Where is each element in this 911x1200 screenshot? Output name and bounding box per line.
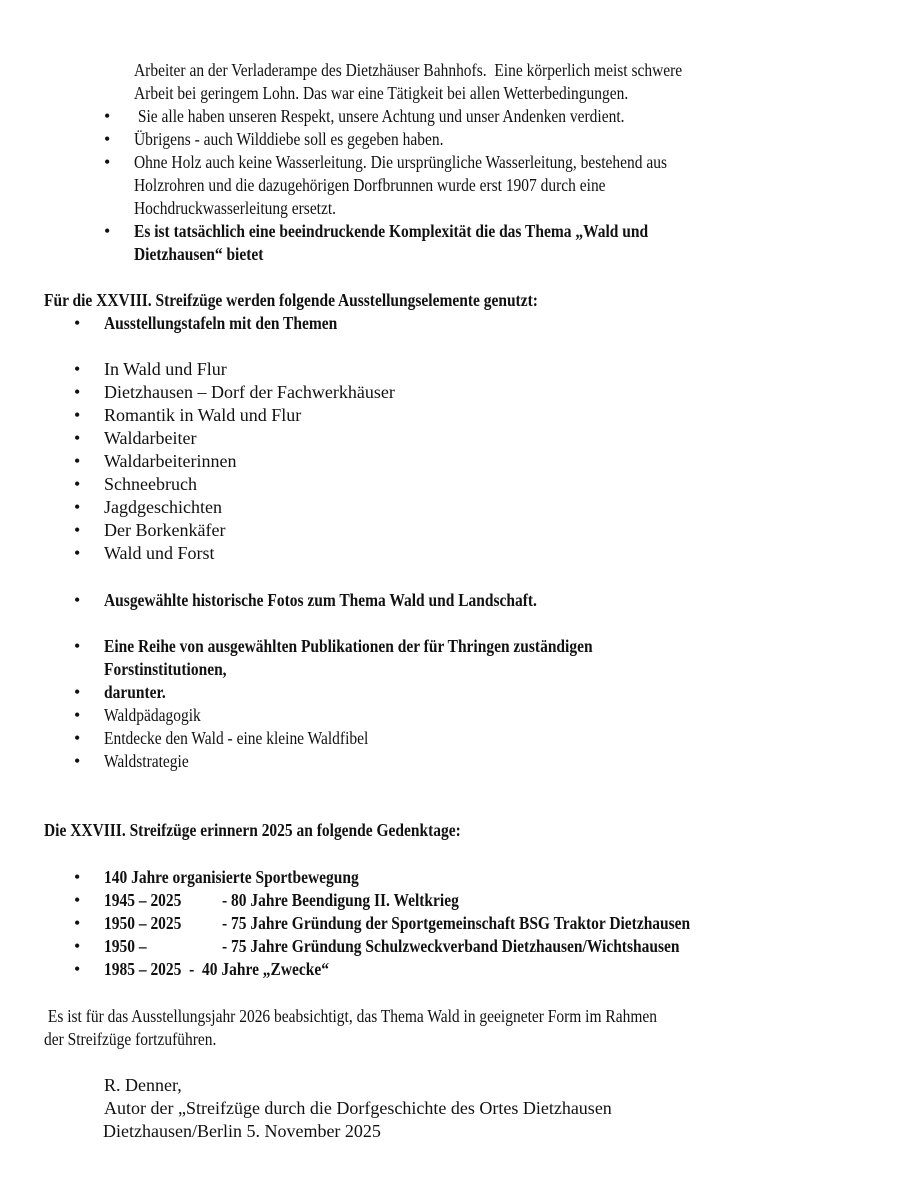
bullet-icon: • [74,959,81,979]
publications-label: Eine Reihe von ausgewählten Publikationen der für Thringen zuständigen [104,636,593,656]
signature-name: R. Denner, [104,1075,182,1095]
bullet-icon: • [74,728,81,748]
intro-bullet-text: Sie alle haben unseren Respekt, unsere Achtung und unser Andenken verdient. [134,106,625,126]
intro-bullet-text-bold: Es ist tatsächlich eine beeindruckende Komplexität die das Thema „Wald und [134,221,649,241]
bullet-icon: • [74,890,81,910]
bullet-icon: • [74,520,81,540]
panel-topic-item: Romantik in Wald und Flur [104,405,302,425]
publication-item: Waldpädagogik [104,705,201,725]
bullet-icon: • [74,590,81,610]
bullet-icon: • [74,913,81,933]
signature-role: Autor der „Streifzüge durch die Dorfgeschichte des Ortes Dietzhausen [104,1098,612,1118]
exhibition-heading: Für die XXVIII. Streifzüge werden folgende Ausstellungselemente genutzt: [44,290,538,310]
bullet-icon: • [74,428,81,448]
publication-item: Waldstrategie [104,751,189,771]
bullet-icon: • [74,543,81,563]
publications-label: Forstinstitutionen, [104,659,227,679]
commemoration-heading: Die XXVIII. Streifzüge erinnern 2025 an folgende Gedenktage: [44,820,461,840]
panel-topic-item: Wald und Forst [104,543,215,563]
panel-topic-item: Schneebruch [104,474,197,494]
intro-bullet-text: Übrigens - auch Wilddiebe soll es gegeben haben. [134,129,444,149]
bullet-icon: • [74,751,81,771]
bullet-icon: • [74,636,81,656]
bullet-icon: • [74,474,81,494]
outlook-line: der Streifzüge fortzuführen. [44,1029,217,1049]
panel-topic-item: Jagdgeschichten [104,497,222,517]
among-label: darunter. [104,682,166,702]
bullet-icon: • [74,382,81,402]
intro-bullet-text-bold: Dietzhausen“ bietet [134,244,264,264]
outlook-line: Es ist für das Ausstellungsjahr 2026 beabsichtigt, das Thema Wald in geeigneter Form im Rahmen [44,1006,657,1026]
intro-continuation-line: Arbeit bei geringem Lohn. Das war eine Tätigkeit bei allen Wetterbedingungen. [134,83,629,103]
bullet-icon: • [104,129,111,149]
bullet-icon: • [74,313,81,333]
bullet-icon: • [74,451,81,471]
bullet-icon: • [104,152,111,172]
intro-continuation-line: Arbeiter an der Verladerampe des Dietzhäuser Bahnhofs. Eine körperlich meist schwere [134,60,683,80]
publication-item: Entdecke den Wald - eine kleine Waldfibel [104,728,369,748]
bullet-icon: • [74,405,81,425]
signature-place-date: Dietzhausen/Berlin 5. November 2025 [103,1121,381,1141]
bullet-icon: • [74,682,81,702]
panel-topic-item: Der Borkenkäfer [104,520,226,540]
commemoration-dates: 1950 – 2025 [104,913,182,933]
commemoration-text: - 75 Jahre Gründung der Sportgemeinschaft BSG Traktor Dietzhausen [222,913,691,933]
commemoration-dates: 1950 – [104,936,147,956]
intro-bullet-text: Hochdruckwasserleitung ersetzt. [134,198,337,218]
bullet-icon: • [74,497,81,517]
intro-bullet-text: Holzrohren und die dazugehörigen Dorfbrunnen wurde erst 1907 durch eine [134,175,606,195]
commemoration-text: - 75 Jahre Gründung Schulzweckverband Dietzhausen/Wichtshausen [222,936,680,956]
commemoration-text: - 80 Jahre Beendigung II. Weltkrieg [222,890,459,910]
panel-topic-item: Waldarbeiterinnen [104,451,237,471]
bullet-icon: • [104,221,111,241]
bullet-icon: • [74,705,81,725]
commemoration-item: 1985 – 2025 - 40 Jahre „Zwecke“ [104,959,330,979]
commemoration-item: 140 Jahre organisierte Sportbewegung [104,867,359,887]
commemoration-dates: 1945 – 2025 [104,890,182,910]
panel-topic-item: Dietzhausen – Dorf der Fachwerkhäuser [104,382,395,402]
bullet-icon: • [104,106,111,126]
intro-bullet-text: Ohne Holz auch keine Wasserleitung. Die ursprüngliche Wasserleitung, bestehend aus [134,152,667,172]
bullet-icon: • [74,359,81,379]
panel-topic-item: Waldarbeiter [104,428,197,448]
panels-label: Ausstellungstafeln mit den Themen [104,313,338,333]
photos-label: Ausgewählte historische Fotos zum Thema Wald und Landschaft. [104,590,537,610]
panel-topic-item: In Wald und Flur [104,359,227,379]
bullet-icon: • [74,936,81,956]
bullet-icon: • [74,867,81,887]
